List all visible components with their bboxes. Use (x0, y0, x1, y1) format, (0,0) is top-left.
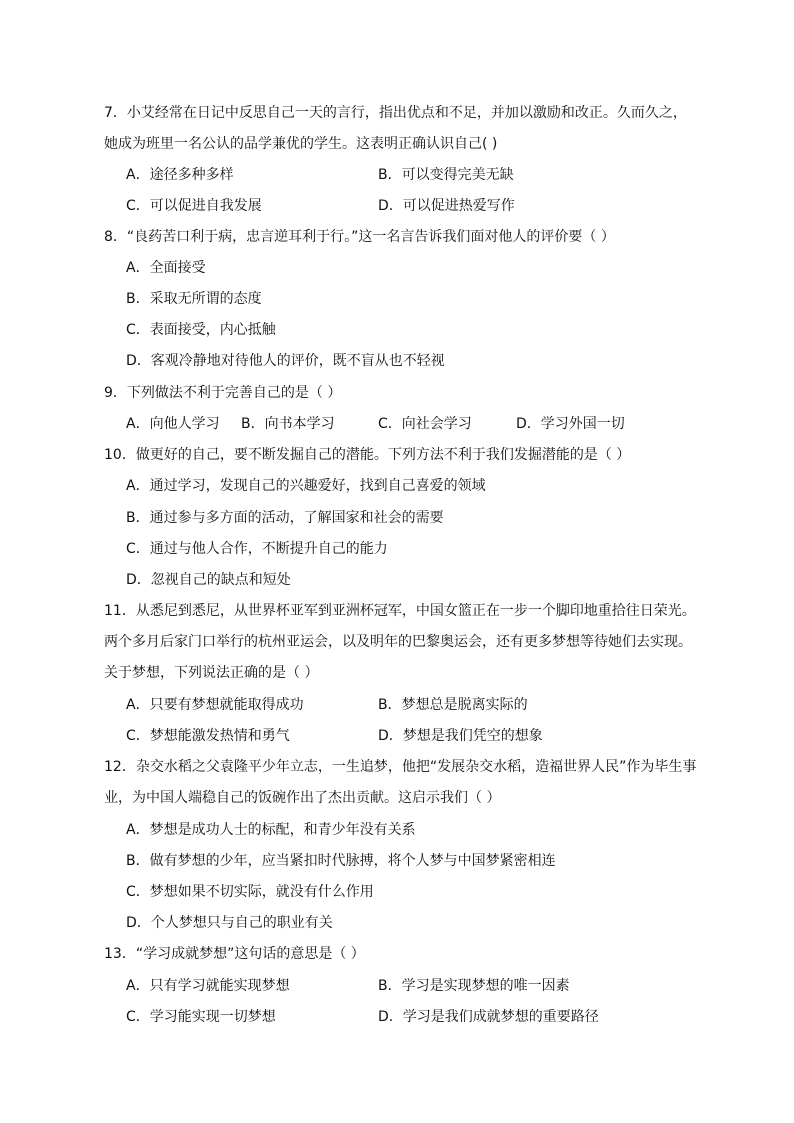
question-10-option-a: A．通过学习，发现自己的兴趣爱好，找到自己喜爱的领域 (126, 478, 486, 494)
question-7-option-a: A．途径多种多样 (126, 167, 234, 183)
question-13-stem: 13．“学习成就梦想”这句话的意思是（ ） (104, 946, 365, 962)
question-12-stem-line-1: 12．杂交水稻之父袁隆平少年立志，一生追梦，他把“发展杂交水稻，造福世界人民”作为毕生事 (104, 759, 697, 775)
question-12-option-b: B．做有梦想的少年，应当紧扣时代脉搏，将个人梦与中国梦紧密相连 (126, 853, 556, 869)
question-11-stem-line-3: 关于梦想，下列说法正确的是（ ） (104, 665, 319, 681)
question-13-option-b: B．学习是实现梦想的唯一因素 (378, 978, 570, 994)
question-11-stem-line-1: 11．从悉尼到悉尼，从世界杯亚军到亚洲杯冠军，中国女篮正在一步一个脚印地重拾往日荣光。 (104, 603, 696, 619)
question-10-option-b: B．通过参与多方面的活动，了解国家和社会的需要 (126, 510, 444, 526)
question-11-stem-line-2: 两个多月后家门口举行的杭州亚运会，以及明年的巴黎奥运会，还有更多梦想等待她们去实现。 (104, 634, 692, 650)
question-8-option-d: D．客观冷静地对待他人的评价，既不盲从也不轻视 (126, 353, 445, 369)
question-10-option-c: C．通过与他人合作，不断提升自己的能力 (126, 541, 388, 557)
question-9-stem: 9．下列做法不利于完善自己的是（ ） (104, 385, 342, 401)
question-8-option-b: B．采取无所谓的态度 (126, 291, 262, 307)
question-12-option-a: A．梦想是成功人士的标配，和青少年没有关系 (126, 822, 416, 838)
question-11-option-c: C．梦想能激发热情和勇气 (126, 728, 290, 744)
question-9-option-b: B．向书本学习 (241, 416, 335, 432)
question-12-option-d: D．个人梦想只与自己的职业有关 (126, 915, 333, 931)
question-9-option-d: D．学习外国一切 (516, 416, 625, 432)
question-11-option-b: B．梦想总是脱离实际的 (378, 697, 528, 713)
question-9-option-a: A．向他人学习 (126, 416, 220, 432)
question-8-stem: 8．“良药苦口利于病，忠言逆耳利于行。”这一名言告诉我们面对他人的评价要（ ） (104, 229, 615, 245)
question-7-stem-line-1: 7．小艾经常在日记中反思自己一天的言行，指出优点和不足，并加以激励和改正。久而久之， (104, 105, 687, 121)
question-11-option-d: D．梦想是我们凭空的想象 (378, 728, 543, 744)
question-7-option-d: D．可以促进热爱写作 (378, 198, 515, 214)
question-13-option-c: C．学习能实现一切梦想 (126, 1009, 276, 1025)
question-12-option-c: C．梦想如果不切实际，就没有什么作用 (126, 884, 374, 900)
question-13-option-d: D．学习是我们成就梦想的重要路径 (378, 1009, 599, 1025)
question-7-option-b: B．可以变得完美无缺 (378, 167, 514, 183)
question-7-stem-line-2: 她成为班里一名公认的品学兼优的学生。这表明正确认识自己( ) (104, 136, 498, 152)
question-7-option-c: C．可以促进自我发展 (126, 198, 262, 214)
question-12-stem-line-2: 业，为中国人端稳自己的饭碗作出了杰出贡献。这启示我们（ ） (104, 790, 501, 806)
question-11-option-a: A．只要有梦想就能取得成功 (126, 697, 304, 713)
question-10-option-d: D．忽视自己的缺点和短处 (126, 572, 291, 588)
question-9-option-c: C．向社会学习 (378, 416, 472, 432)
question-8-option-c: C．表面接受，内心抵触 (126, 322, 276, 338)
question-10-stem: 10．做更好的自己，要不断发掘自己的潜能。下列方法不利于我们发掘潜能的是（ ） (104, 447, 631, 463)
question-13-option-a: A．只有学习就能实现梦想 (126, 978, 290, 994)
question-8-option-a: A．全面接受 (126, 260, 206, 276)
